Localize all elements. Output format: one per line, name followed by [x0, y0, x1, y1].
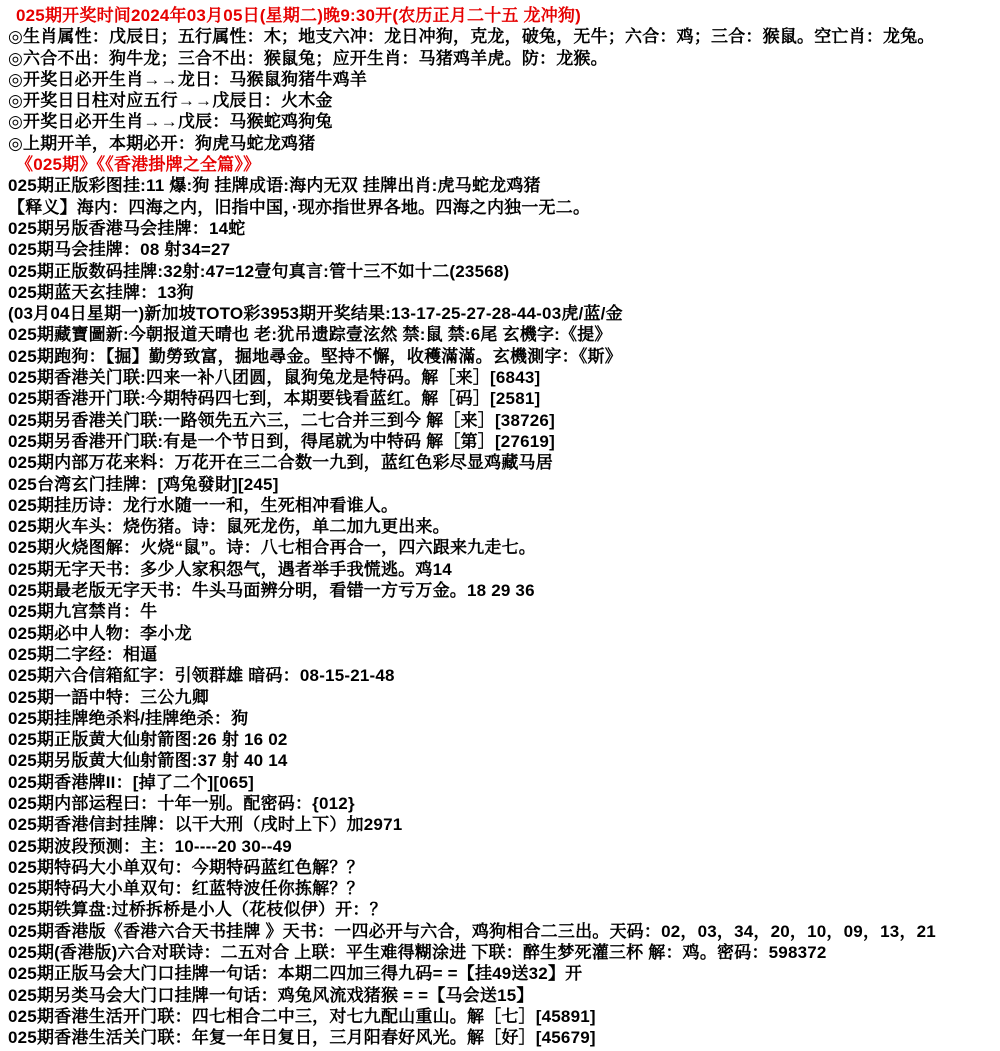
text-line: 025期内部运程曰：十年一别。配密码：{012}	[8, 793, 355, 813]
text-line: 025期一語中特：三公九卿	[8, 687, 209, 707]
text-line: 025期火烧图解：火烧“鼠”。诗：八七相合再合一，四六跟来九走七。	[8, 538, 536, 558]
text-line: 【释义】海内：四海之内，旧指中国，·现亦指世界各地。四海之内独一无二。	[8, 197, 591, 217]
text-line: 025期特码大小单双句：红蓝特波任你拣解？？	[8, 879, 364, 899]
text-line: 025期(香港版)六合对联诗：二五对合 上联：平生难得糊涂进 下联：醉生梦死灌三杯 解：鸡。密码：598372	[8, 943, 827, 963]
text-line: 025期九宫禁肖：牛	[8, 602, 158, 622]
text-line: ◎生肖属性：戊辰日；五行属性：木；地支六冲：龙日冲狗，克龙，破兔，无牛；六合：鸡；三合：猴鼠。空亡肖：龙兔。	[8, 27, 935, 47]
content-lines	[8, 5, 1000, 1049]
text-line: 025期正版马会大门口挂牌一句话：本期二四加三得九码= =【挂49送32】开	[8, 964, 583, 984]
text-line: 025期香港生活开门联：四七相合二中三，对七九配山重山。解［七］[45891]	[8, 1006, 596, 1026]
heading-line: 《025期》《《香港掛牌之全篇》》	[16, 155, 261, 175]
text-line: 025期另类马会大门口挂牌一句话：鸡兔风流戏猪猴 = =【马会送15】	[8, 985, 534, 1005]
text-line: 025期蓝天玄挂牌：13狗	[8, 282, 194, 302]
text-line: 025期另香港关门联:一路领先五六三，二七合并三到今 解［来］[38726]	[8, 410, 555, 430]
text-line: 025期铁算盘:过桥拆桥是小人（花枝似伊）开：？	[8, 900, 387, 920]
text-line: ◎上期开羊，本期必开：狗虎马蛇龙鸡猪	[8, 133, 316, 153]
text-line: ◎开奖日必开生肖→→戊辰：马猴蛇鸡狗兔	[8, 112, 333, 132]
text-line: 025期另版香港马会挂牌：14蛇	[8, 218, 246, 238]
text-line: 025期波段预测：主：10----20 30--49	[8, 836, 292, 856]
text-line: 025期特码大小单双句：今期特码蓝红色解？？	[8, 857, 364, 877]
text-line: 025期正版黄大仙射箭图:26 射 16 02	[8, 730, 288, 750]
text-line: 025期挂历诗：龙行水随一一和，生死相冲看谁人。	[8, 495, 399, 515]
text-line: ◎开奖日必开生肖→→龙日：马猴鼠狗猪牛鸡羊	[8, 69, 368, 89]
text-line: 025期正版数码挂牌:32射:47=12壹句真言:管十三不如十二(23568)	[8, 261, 510, 281]
text-line: 025期香港关门联:四来一补八团圆，鼠狗兔龙是特码。解［来］[6843]	[8, 368, 541, 388]
text-line: 025期最老版无字天书：牛头马面辨分明，看错一方亏万金。18 29 36	[8, 581, 535, 601]
text-line: 025台湾玄门挂牌：[鸡兔發財][245]	[8, 474, 279, 494]
text-line: 025期另版黄大仙射箭图:37 射 40 14	[8, 751, 288, 771]
text-line: 025期必中人物：李小龙	[8, 623, 192, 643]
text-line: 025期内部万花来料：万花开在三二合数一九到，蓝红色彩尽显鸡藏马居	[8, 453, 553, 473]
text-line: 025期另香港开门联:有是一个节日到，得尾就为中特码 解［第］[27619]	[8, 431, 555, 451]
text-line: (03月04日星期一)新加坡TOTO彩3953期开奖结果:13-17-25-27-28-44-03虎/蓝/金	[8, 304, 623, 324]
text-line: 025期挂牌绝杀料/挂牌绝杀：狗	[8, 708, 249, 728]
text-line: 025期火车头：烧伤猪。诗：鼠死龙伤，单二加九更出来。	[8, 517, 450, 537]
text-line: 025期香港版《香港六合天书挂牌 》天书：一四必开与六合，鸡狗相合二三出。天码：02，03，34，20，10，09，13，21	[8, 921, 936, 941]
text-line: 025期二字经：相逼	[8, 644, 158, 664]
text-line: 025期藏寶圖新:今朝报道天晴也 老:犹吊遗踪壹泫然 禁:鼠 禁:6尾 玄機字:《提》	[8, 325, 612, 345]
text-line: 025期香港牌II：[掉了二个][065]	[8, 772, 255, 792]
heading-line: 025期开奖时间2024年03月05日(星期二)晚9:30开(农历正月二十五 龙冲狗)	[16, 6, 581, 25]
text-line: 025期香港信封挂牌：以干大刑（戌时上下）加2971	[8, 815, 403, 835]
text-line: 025期马会挂牌：08 射34=27	[8, 240, 231, 260]
text-line: 025期正版彩图挂:11 爆:狗 挂牌成语:海内无双 挂牌出肖:虎马蛇龙鸡猪	[8, 176, 541, 196]
text-line: ◎六合不出：狗牛龙；三合不出：猴鼠兔；应开生肖：马猪鸡羊虎。防：龙猴。	[8, 48, 608, 68]
text-line: 025期跑狗：【掘】勤勞致富，掘地尋金。堅持不懈，收穫滿滿。玄機測字：《斯》	[8, 346, 622, 366]
text-line: ◎开奖日日柱对应五行→→戊辰日：火木金	[8, 91, 333, 111]
text-line: 025期六合信箱紅字：引领群雄 暗码：08-15-21-48	[8, 666, 395, 686]
text-line: 025期香港生活关门联：年复一年日复日，三月阳春好风光。解［好］[45679]	[8, 1028, 596, 1048]
text-line: 025期香港开门联:今期特码四七到，本期要钱看蓝红。解［码］[2581]	[8, 389, 541, 409]
text-line: 025期无字天书：多少人家积怨气，遇者举手我慌逃。鸡14	[8, 559, 452, 579]
